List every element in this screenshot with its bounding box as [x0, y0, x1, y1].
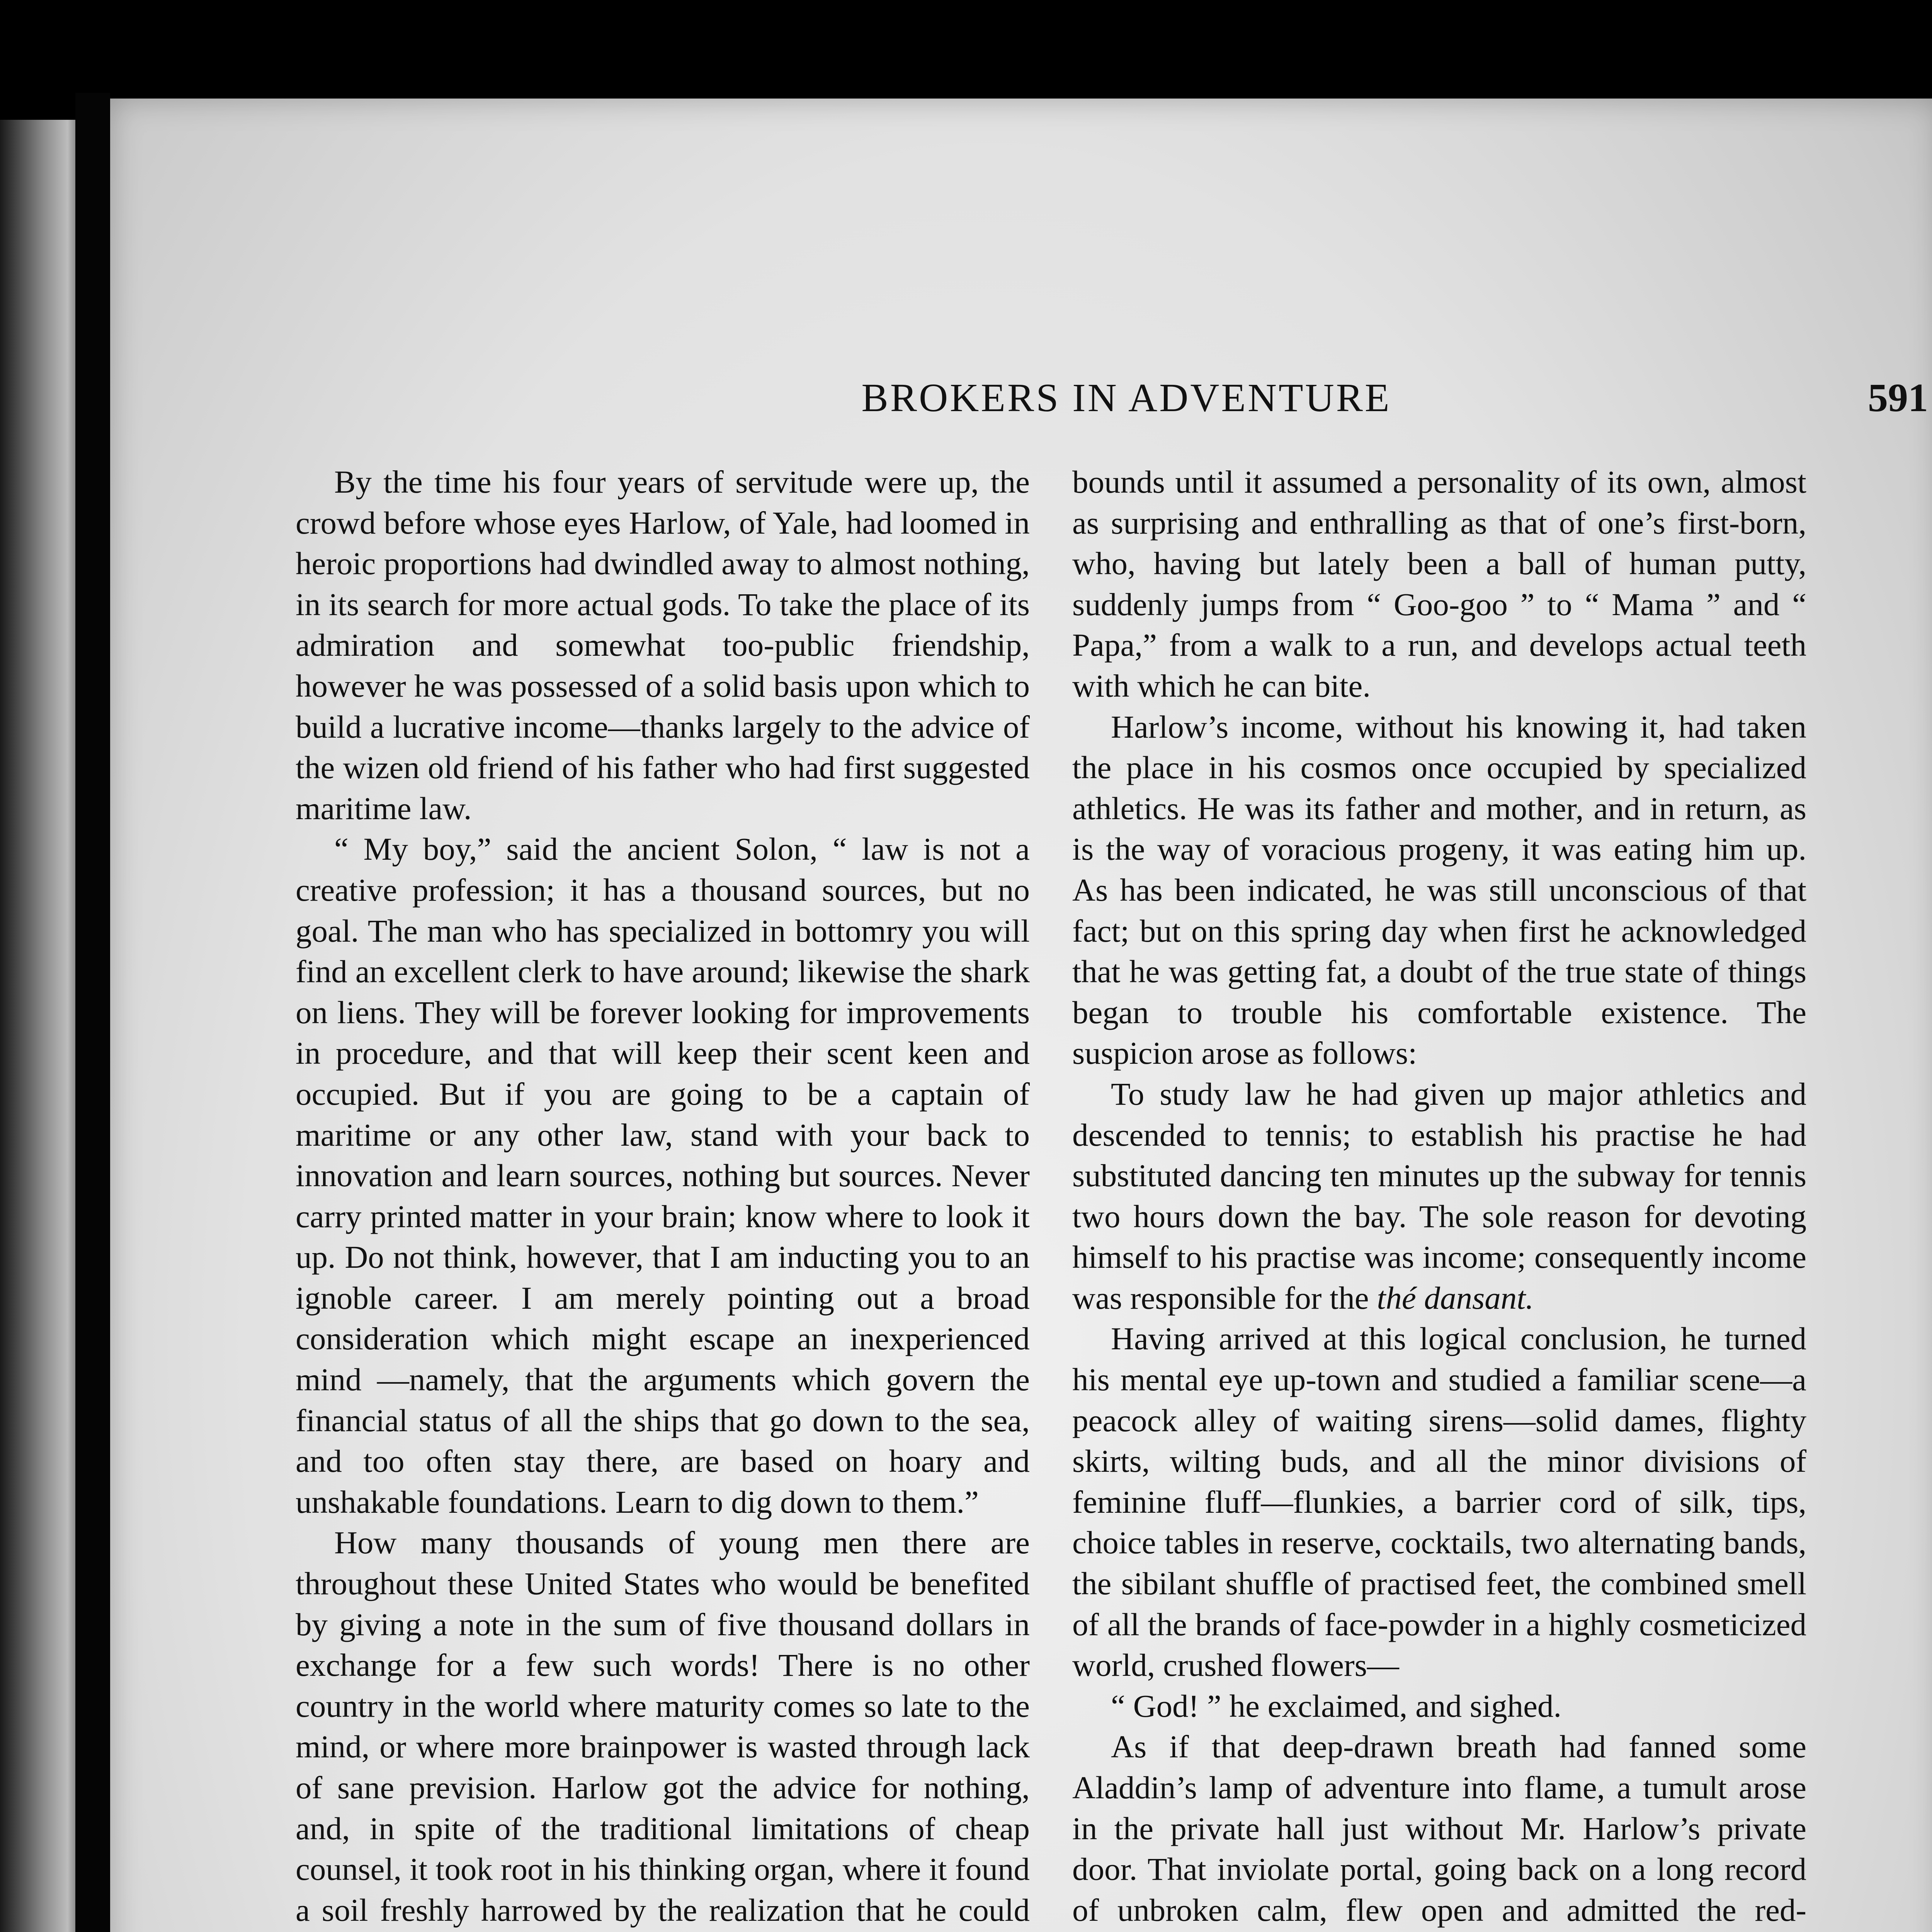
paragraph: As if that deep-drawn breath had fanned some Aladdin’s lamp of adventure into flame, a tumult arose in the private hall just without Mr. Harlow’s private door. That inviolate portal, going back on a long record of unbroken calm, flew open and admitted the red- — [1072, 1729, 1806, 1928]
running-head: BROKERS IN ADVENTURE — [861, 376, 1391, 420]
paragraph-continued: bounds until it assumed a personality of its own, almost as surprising and enthralling as that of one’s first-born, who, having but lately been a ball of human putty, suddenly jumps from “ Goo-goo ” to “ Mama ” and “ Papa,” from a walk to a run, and develops actual teeth with which he can bite. — [1072, 464, 1806, 704]
paragraph-text: To study law he had given up major athletics and descended to tennis; to establish his practise he had substituted dancing ten minutes up the subway for tennis two hours down the bay. The sole reason for devoting himself to his practise was income; consequently income was responsible for the — [1072, 1076, 1806, 1316]
page-header — [110, 369, 1932, 427]
right-column — [1072, 462, 1806, 1932]
paragraph: By the time his four years of servitude were up, the crowd before whose eyes Harlow, of Yale, had loomed in heroic proportions had dwindled away to almost nothing, in its search for more actual gods. To take the place of its admiration and somewhat too-public friendship, however he was possessed of a solid basis upon which to build a lucrative income—thanks largely to the advice of the wizen old friend of his father who had first suggested maritime law. — [296, 464, 1030, 826]
paragraph: “ God! ” he exclaimed, and sighed. — [1111, 1688, 1562, 1724]
book-gutter — [75, 93, 110, 1932]
left-column — [296, 462, 1030, 1932]
paragraph: How many thousands of young men there are throughout these United States who would be benefited by giving a note in the sum of five thousand dollars in exchange for a few such words! There is no other country in the world where maturity comes so late to the mind, or where more brainpower is wasted through lack of sane prevision. Harlow got the advice for nothing, and, in spite of the traditional limitations of cheap counsel, it took root in his thinking organ, where it found a soil freshly harrowed by the realization that he could — [296, 1525, 1030, 1928]
paragraph — [1072, 1074, 1806, 1319]
book-page — [110, 99, 1932, 1932]
paragraph: “ My boy,” said the ancient Solon, “ law is not a creative profession; it has a thousand sources, but no goal. The man who has specialized in bottomry you will find an excellent clerk to have around; likewise the shark on liens. They will be forever looking for improvements in procedure, and that will keep their scent keen and occupied. But if you are going to be a captain of maritime or any other law, stand with your back to innovation and learn sources, nothing but sources. Never carry printed matter in your brain; know where to look it up. Do not think, however, that I am inducting you to an ignoble career. I am merely pointing out a broad consideration which might escape an inexperienced mind —namely, that the arguments which govern the financial status of all the ships that go down to the sea, and too often stay there, are based on hoary and unshakable foundations. Learn to dig down to them.” — [296, 831, 1030, 1520]
paragraph: Having arrived at this logical conclusion, he turned his mental eye up-town and studied a familiar scene—a peacock alley of waiting sirens—solid dames, flighty skirts, wilting buds, and all the minor divisions of feminine fluff—flunkies, a barrier cord of silk, tips, choice tables in reserve, cocktails, two alternating bands, the sibilant shuffle of practised feet, the combined smell of all the brands of face-powder in a highly cosmeticized world, crushed flowers— — [1072, 1321, 1806, 1683]
page-number: 591 — [1868, 376, 1928, 420]
paragraph: Harlow’s income, without his knowing it, had taken the place in his cosmos once occupied by specialized athletics. He was its father and mother, and in return, as is the way of voracious progeny, it was eating him up. As has been indicated, he was still unconscious of that fact; but on this spring day when first he acknowledged that he was getting fat, a doubt of the true state of things began to trouble his comfortable existence. The suspicion arose as follows: — [1072, 709, 1806, 1071]
italic-phrase: thé dansant. — [1377, 1280, 1534, 1316]
